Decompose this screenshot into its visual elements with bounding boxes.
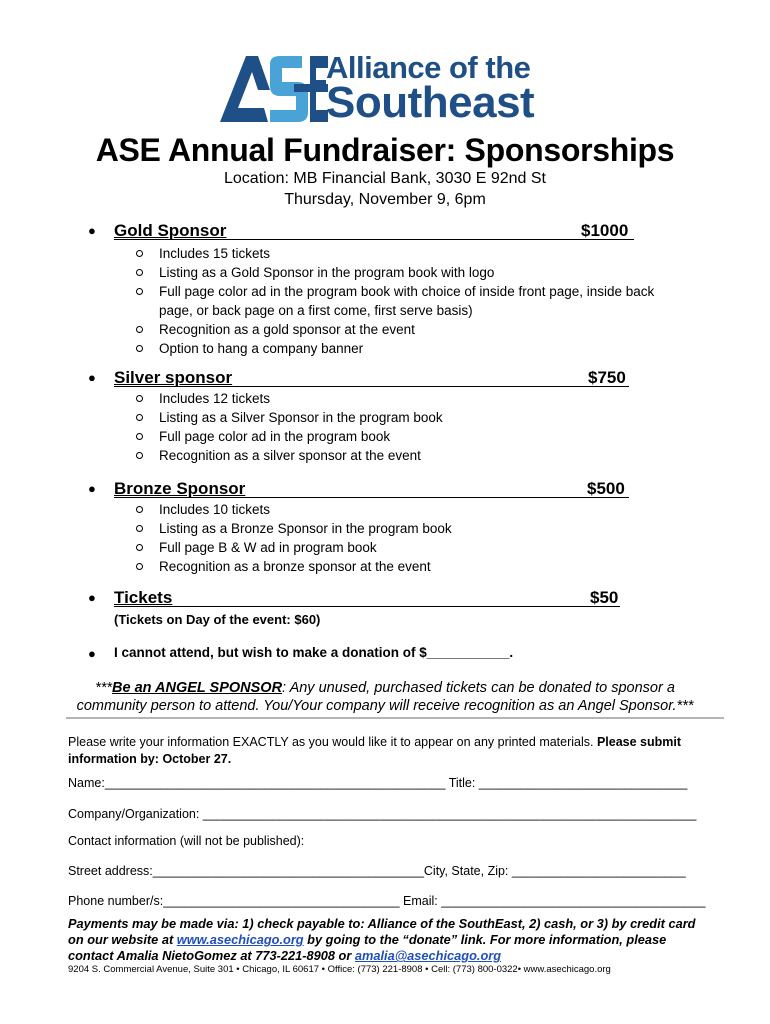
list-item: Listing as a Gold Sponsor in the program book with logo [88,263,669,282]
tier-name: Gold Sponsor [114,221,227,240]
angel-lead: Be an ANGEL SPONSOR [112,680,283,696]
circle-bullet-icon [136,452,143,459]
website-link[interactable]: www.asechicago.org [176,932,304,947]
tier-gold [88,221,655,358]
name-title-field[interactable]: Name:_________________________________________________ Title: ______________________________ [68,776,688,790]
circle-bullet-icon [136,345,143,352]
tier-price: $1000 [581,221,629,240]
list-item: Listing as a Silver Sponsor in the program book [88,408,669,427]
email-link[interactable]: amalia@asechicago.org [354,948,502,963]
circle-bullet-icon [136,250,143,257]
tier-silver [88,368,648,465]
underline [114,497,629,498]
list-item: Recognition as a bronze sponsor at the event [88,557,669,576]
ase-logo [218,50,550,128]
list-item: Option to hang a company banner [88,339,669,358]
underline [114,239,634,240]
tier-tickets [88,588,648,610]
circle-bullet-icon [136,525,143,532]
list-item: Includes 10 tickets [88,500,669,519]
tier-price: $50 [590,588,619,607]
tier-bronze [88,479,648,576]
circle-bullet-icon [136,563,143,570]
bullet-icon: ● [88,370,96,385]
tickets-note: (Tickets on Day of the event: $60) [114,612,321,627]
tier-name: Bronze Sponsor [114,479,246,498]
company-field[interactable]: Company/Organization: _______________________________________________________________________ [68,807,697,821]
tier-price: $750 [588,368,626,387]
bullet-icon: ● [88,590,96,605]
list-item: Listing as a Bronze Sponsor in the program book [88,519,669,538]
list-item: Includes 12 tickets [88,389,669,408]
circle-bullet-icon [136,269,143,276]
underline [114,606,620,607]
list-item: Full page B & W ad in program book [88,538,669,557]
page-title: ASE Annual Fundraiser: Sponsorships [95,132,675,168]
underline [114,386,629,387]
form-instructions: Please write your information EXACTLY as you would like it to appear on any printed materials. Please submit information by: October 27. [68,735,682,766]
divider [66,717,724,719]
list-item: Full page color ad in the program book with choice of inside front page, inside back page, or back page on a first come, first serve basis) [88,282,669,320]
tier-price: $500 [587,479,625,498]
event-date: Thursday, November 9, 6pm [284,191,486,208]
list-item: Includes 15 tickets [88,244,669,263]
bullet-icon: ● [88,646,96,661]
contact-label: Contact information (will not be published): [68,834,305,848]
list-item: Full page color ad in the program book [88,427,669,446]
list-item: Recognition as a gold sponsor at the event [88,320,669,339]
circle-bullet-icon [136,414,143,421]
event-location: Location: MB Financial Bank, 3030 E 92nd St [224,170,546,187]
circle-bullet-icon [136,433,143,440]
tier-name: Silver sponsor [114,368,233,387]
footer-address: 9204 S. Commercial Avenue, Suite 301 • Chicago, IL 60617 • Office: (773) 221-8908 • Cell: (773) 800-0322• www.asechicago.org [68,964,611,975]
circle-bullet-icon [136,326,143,333]
phone-email-field[interactable]: Phone number/s:__________________________________ Email: ______________________________________ [68,894,706,908]
bullet-icon: ● [88,481,96,496]
circle-bullet-icon [136,506,143,513]
circle-bullet-icon [136,395,143,402]
bullet-icon: ● [88,223,96,238]
circle-bullet-icon [136,288,143,295]
circle-bullet-icon [136,544,143,551]
angel-sponsor-note: ***Be an ANGEL SPONSOR: Any unused, purchased tickets can be donated to sponsor a community person to attend. You/Your company will receive recognition as an Angel Sponsor.*** [76,680,694,714]
logo-line1: Alliance of the [326,50,531,85]
payment-info: Payments may be made via: 1) check payable to: Alliance of the SouthEast, 2) cash, or 3) by credit card on our website at www.asechicago.org by going to the “donate” link. For more information, please contact Amalia NietoGomez at 773-221-8908 or amalia@asechicago.org [68,916,696,963]
list-item: Recognition as a silver sponsor at the event [88,446,669,465]
logo-line2: Southeast [326,78,535,127]
donation-line: I cannot attend, but wish to make a donation of $___________. [114,645,514,660]
ase-logo-mark-icon [218,50,328,128]
tier-name: Tickets [114,588,173,607]
street-address-field[interactable]: Street address:_______________________________________City, State, Zip: _________________________ [68,864,686,878]
